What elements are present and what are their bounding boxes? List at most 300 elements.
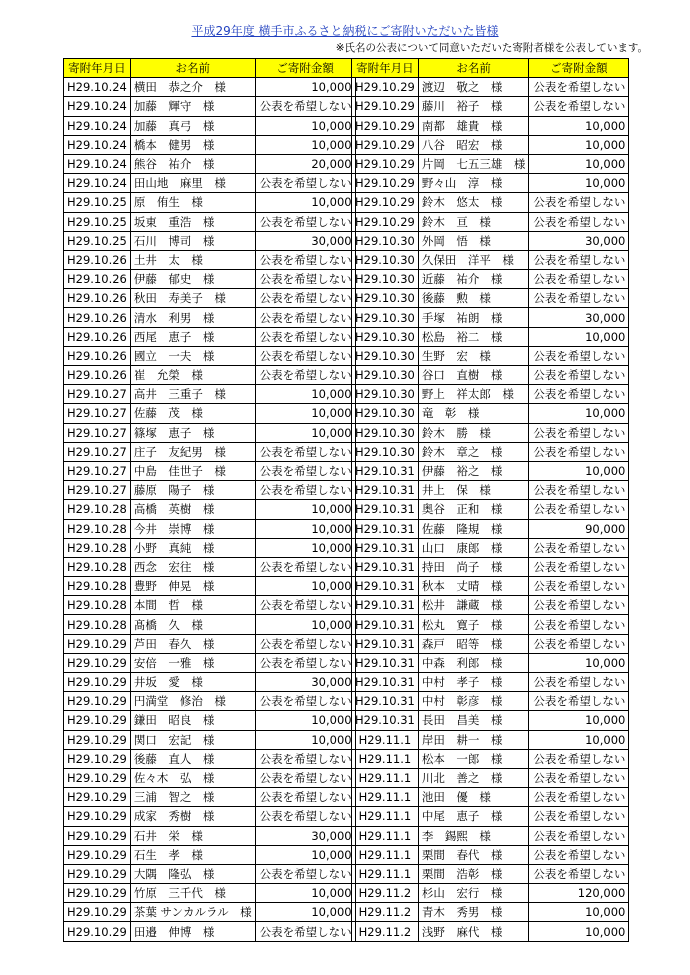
donation-amount-cell: 公表を希望しない xyxy=(255,653,355,672)
table-row xyxy=(352,788,629,807)
table-row xyxy=(64,193,356,212)
donor-name-cell: 松島 裕二 様 xyxy=(418,327,529,346)
donation-date-cell: H29.11.1 xyxy=(352,788,419,807)
table-row xyxy=(352,270,629,289)
table-row xyxy=(64,366,356,385)
donation-amount-cell: 30,000 xyxy=(529,231,629,250)
donation-amount-cell: 公表を希望しない xyxy=(529,366,629,385)
donation-date-cell: H29.10.24 xyxy=(64,97,131,116)
table-row xyxy=(352,711,629,730)
donation-amount-cell: 公表を希望しない xyxy=(255,461,355,480)
donor-name-cell: 松井 謙蔵 様 xyxy=(418,596,529,615)
table-row xyxy=(64,385,356,404)
table-row xyxy=(352,154,629,173)
donation-amount-cell: 10,000 xyxy=(529,327,629,346)
donation-amount-cell: 公表を希望しない xyxy=(529,557,629,576)
donation-date-cell: H29.10.31 xyxy=(352,711,419,730)
header-date: 寄附年月日 xyxy=(64,59,131,78)
table-row xyxy=(64,653,356,672)
donation-date-cell: H29.11.2 xyxy=(352,903,419,922)
donation-amount-cell: 公表を希望しない xyxy=(529,270,629,289)
donor-name-cell: 田山地 麻里 様 xyxy=(130,174,255,193)
table-row xyxy=(64,308,356,327)
donation-date-cell: H29.10.30 xyxy=(352,308,419,327)
donor-name-cell: 西念 宏往 様 xyxy=(130,557,255,576)
table-row xyxy=(64,116,356,135)
donor-name-cell: 石生 孝 様 xyxy=(130,845,255,864)
table-row xyxy=(352,135,629,154)
donation-date-cell: H29.10.31 xyxy=(352,615,419,634)
donation-amount-cell: 公表を希望しない xyxy=(255,97,355,116)
donation-amount-cell: 30,000 xyxy=(255,231,355,250)
donation-amount-cell: 公表を希望しない xyxy=(529,385,629,404)
donation-date-cell: H29.10.29 xyxy=(352,174,419,193)
table-row xyxy=(64,500,356,519)
donation-date-cell: H29.10.31 xyxy=(352,653,419,672)
donation-amount-cell: 公表を希望しない xyxy=(255,692,355,711)
table-row xyxy=(64,270,356,289)
table-row xyxy=(352,577,629,596)
donor-name-cell: 高井 三重子 様 xyxy=(130,385,255,404)
donation-date-cell: H29.10.31 xyxy=(352,634,419,653)
table-row xyxy=(64,442,356,461)
table-row xyxy=(64,730,356,749)
donor-name-cell: 近藤 祐介 様 xyxy=(418,270,529,289)
donation-amount-cell: 公表を希望しない xyxy=(255,308,355,327)
donation-date-cell: H29.10.29 xyxy=(64,922,131,941)
table-row xyxy=(352,366,629,385)
table-row xyxy=(64,538,356,557)
donation-amount-cell: 公表を希望しない xyxy=(529,596,629,615)
donation-date-cell: H29.10.29 xyxy=(64,788,131,807)
donation-amount-cell: 公表を希望しない xyxy=(255,749,355,768)
donor-name-cell: 栗間 浩彰 様 xyxy=(418,864,529,883)
table-row xyxy=(64,864,356,883)
table-row xyxy=(352,116,629,135)
donation-date-cell: H29.10.26 xyxy=(64,346,131,365)
donation-date-cell: H29.11.1 xyxy=(352,730,419,749)
donation-date-cell: H29.10.31 xyxy=(352,577,419,596)
donation-amount-cell: 120,000 xyxy=(529,884,629,903)
table-row xyxy=(352,97,629,116)
donation-date-cell: H29.10.25 xyxy=(64,193,131,212)
donor-name-cell: 高橋 英樹 様 xyxy=(130,500,255,519)
table-row xyxy=(64,404,356,423)
donation-amount-cell: 10,000 xyxy=(255,903,355,922)
donation-amount-cell: 公表を希望しない xyxy=(255,212,355,231)
table-row xyxy=(64,78,356,97)
donation-date-cell: H29.10.29 xyxy=(64,826,131,845)
donation-amount-cell: 公表を希望しない xyxy=(529,845,629,864)
donor-name-cell: 岸田 耕一 様 xyxy=(418,730,529,749)
donor-name-cell: 西尾 恵子 様 xyxy=(130,327,255,346)
donation-amount-cell: 10,000 xyxy=(255,385,355,404)
donation-amount-cell: 公表を希望しない xyxy=(255,366,355,385)
donation-amount-cell: 公表を希望しない xyxy=(529,346,629,365)
donation-date-cell: H29.10.28 xyxy=(64,577,131,596)
donor-name-cell: 持田 尚子 様 xyxy=(418,557,529,576)
donor-name-cell: 坂東 重浩 様 xyxy=(130,212,255,231)
donation-date-cell: H29.10.29 xyxy=(64,884,131,903)
donation-date-cell: H29.10.29 xyxy=(64,730,131,749)
table-row xyxy=(352,327,629,346)
donation-date-cell: H29.10.29 xyxy=(64,845,131,864)
donor-name-cell: 土井 太 様 xyxy=(130,250,255,269)
donation-date-cell: H29.10.29 xyxy=(64,768,131,787)
table-row xyxy=(352,193,629,212)
donation-date-cell: H29.10.28 xyxy=(64,596,131,615)
donation-amount-cell: 公表を希望しない xyxy=(529,826,629,845)
donation-date-cell: H29.10.25 xyxy=(64,231,131,250)
donor-name-cell: 本間 哲 様 xyxy=(130,596,255,615)
donation-date-cell: H29.10.29 xyxy=(64,634,131,653)
donation-amount-cell: 10,000 xyxy=(529,461,629,480)
donation-date-cell: H29.11.1 xyxy=(352,749,419,768)
table-row xyxy=(352,308,629,327)
donation-date-cell: H29.10.27 xyxy=(64,404,131,423)
donor-name-cell: 藤川 裕子 様 xyxy=(418,97,529,116)
donation-date-cell: H29.10.29 xyxy=(352,78,419,97)
table-row xyxy=(64,327,356,346)
donor-name-cell: 伊藤 裕之 様 xyxy=(418,461,529,480)
donation-amount-cell: 10,000 xyxy=(255,730,355,749)
donation-amount-cell: 30,000 xyxy=(255,826,355,845)
donation-date-cell: H29.10.29 xyxy=(64,673,131,692)
donor-name-cell: 李 錫熙 様 xyxy=(418,826,529,845)
donation-date-cell: H29.10.29 xyxy=(64,653,131,672)
disclosure-note: ※氏名の公表について同意いただいた寄附者様を公表しています。 xyxy=(335,42,648,54)
table-row xyxy=(352,481,629,500)
donor-name-cell: 中森 利郎 様 xyxy=(418,653,529,672)
donation-amount-cell: 公表を希望しない xyxy=(529,615,629,634)
table-row xyxy=(352,864,629,883)
donation-amount-cell: 10,000 xyxy=(255,615,355,634)
donation-date-cell: H29.11.1 xyxy=(352,807,419,826)
donation-date-cell: H29.10.26 xyxy=(64,289,131,308)
table-row xyxy=(352,212,629,231)
donation-amount-cell: 公表を希望しない xyxy=(529,193,629,212)
donation-amount-cell: 公表を希望しない xyxy=(529,807,629,826)
table-row xyxy=(64,711,356,730)
donation-date-cell: H29.10.28 xyxy=(64,557,131,576)
donor-name-cell: 藤原 陽子 様 xyxy=(130,481,255,500)
donation-date-cell: H29.10.30 xyxy=(352,270,419,289)
donation-date-cell: H29.10.24 xyxy=(64,174,131,193)
donation-amount-cell: 公表を希望しない xyxy=(255,788,355,807)
donation-date-cell: H29.10.24 xyxy=(64,135,131,154)
donation-date-cell: H29.11.1 xyxy=(352,768,419,787)
donation-date-cell: H29.10.24 xyxy=(64,116,131,135)
donor-name-cell: 南都 雄貴 様 xyxy=(418,116,529,135)
donation-date-cell: H29.10.30 xyxy=(352,366,419,385)
donation-date-cell: H29.10.27 xyxy=(64,481,131,500)
donation-amount-cell: 10,000 xyxy=(255,78,355,97)
donor-name-cell: 秋本 丈晴 様 xyxy=(418,577,529,596)
donation-date-cell: H29.10.27 xyxy=(64,461,131,480)
table-row xyxy=(352,538,629,557)
donation-amount-cell: 公表を希望しない xyxy=(529,864,629,883)
donor-name-cell: 熊谷 祐介 様 xyxy=(130,154,255,173)
donation-amount-cell: 公表を希望しない xyxy=(255,807,355,826)
table-row xyxy=(64,250,356,269)
table-row xyxy=(64,97,356,116)
donation-date-cell: H29.10.30 xyxy=(352,327,419,346)
donor-name-cell: 竜 彰 様 xyxy=(418,404,529,423)
donation-date-cell: H29.10.31 xyxy=(352,481,419,500)
donation-date-cell: H29.10.29 xyxy=(64,749,131,768)
donor-name-cell: 関口 宏記 様 xyxy=(130,730,255,749)
table-row xyxy=(64,615,356,634)
table-row xyxy=(64,673,356,692)
header-name: お名前 xyxy=(418,59,529,78)
donation-date-cell: H29.10.29 xyxy=(352,116,419,135)
donation-amount-cell: 公表を希望しない xyxy=(255,922,355,941)
table-row xyxy=(352,461,629,480)
donation-date-cell: H29.10.24 xyxy=(64,78,131,97)
donation-date-cell: H29.10.31 xyxy=(352,461,419,480)
donor-name-cell: 中島 佳世子 様 xyxy=(130,461,255,480)
donor-name-cell: 竹原 三千代 様 xyxy=(130,884,255,903)
donation-amount-cell: 30,000 xyxy=(255,673,355,692)
donation-amount-cell: 公表を希望しない xyxy=(255,250,355,269)
donation-amount-cell: 10,000 xyxy=(529,116,629,135)
donation-date-cell: H29.10.31 xyxy=(352,557,419,576)
donation-date-cell: H29.10.26 xyxy=(64,327,131,346)
donor-name-cell: 加藤 真弓 様 xyxy=(130,116,255,135)
donor-name-cell: 小野 真純 様 xyxy=(130,538,255,557)
donor-name-cell: 森戸 昭等 様 xyxy=(418,634,529,653)
donor-name-cell: 茶葉 サンカルラル 様 xyxy=(130,903,255,922)
table-row xyxy=(64,154,356,173)
table-row xyxy=(352,884,629,903)
donation-date-cell: H29.10.30 xyxy=(352,231,419,250)
donation-amount-cell: 公表を希望しない xyxy=(255,346,355,365)
page-title: 平成29年度 横手市ふるさと納税にご寄附いただいた皆様 xyxy=(191,24,499,38)
donation-amount-cell: 10,000 xyxy=(255,538,355,557)
donor-name-cell: 芦田 春久 様 xyxy=(130,634,255,653)
donation-date-cell: H29.10.28 xyxy=(64,615,131,634)
donor-name-cell: 中村 孝子 様 xyxy=(418,673,529,692)
donation-amount-cell: 公表を希望しない xyxy=(529,749,629,768)
donation-amount-cell: 10,000 xyxy=(529,922,629,941)
donation-amount-cell: 公表を希望しない xyxy=(529,289,629,308)
table-row xyxy=(352,346,629,365)
donation-amount-cell: 10,000 xyxy=(255,116,355,135)
donor-name-cell: 奥谷 正和 様 xyxy=(418,500,529,519)
table-row xyxy=(352,768,629,787)
donor-name-cell: 野上 祥太郎 様 xyxy=(418,385,529,404)
donor-name-cell: 佐藤 隆規 様 xyxy=(418,519,529,538)
donation-date-cell: H29.10.29 xyxy=(64,807,131,826)
table-row xyxy=(352,423,629,442)
donation-date-cell: H29.10.30 xyxy=(352,404,419,423)
donation-amount-cell: 公表を希望しない xyxy=(529,673,629,692)
donor-name-cell: 栗間 春代 様 xyxy=(418,845,529,864)
donation-date-cell: H29.10.30 xyxy=(352,442,419,461)
donation-date-cell: H29.10.30 xyxy=(352,346,419,365)
table-row xyxy=(64,634,356,653)
donor-name-cell: 田邉 伸博 様 xyxy=(130,922,255,941)
table-header-row xyxy=(352,59,629,78)
table-header-row xyxy=(64,59,356,78)
donor-name-cell: 久保田 洋平 様 xyxy=(418,250,529,269)
donation-date-cell: H29.10.27 xyxy=(64,423,131,442)
donor-name-cell: 石井 栄 様 xyxy=(130,826,255,845)
donor-name-cell: 鎌田 昭良 様 xyxy=(130,711,255,730)
donor-name-cell: 三浦 智之 様 xyxy=(130,788,255,807)
donation-date-cell: H29.10.26 xyxy=(64,366,131,385)
donation-date-cell: H29.10.31 xyxy=(352,500,419,519)
table-row xyxy=(64,922,356,941)
donor-name-cell: 後藤 勲 様 xyxy=(418,289,529,308)
donation-amount-cell: 90,000 xyxy=(529,519,629,538)
donor-name-cell: 生野 宏 様 xyxy=(418,346,529,365)
table-row xyxy=(352,673,629,692)
donor-name-cell: 松本 一郎 様 xyxy=(418,749,529,768)
table-row xyxy=(352,615,629,634)
donation-amount-cell: 公表を希望しない xyxy=(529,634,629,653)
donation-date-cell: H29.10.29 xyxy=(352,135,419,154)
donor-name-cell: 円満堂 修治 様 xyxy=(130,692,255,711)
table-row xyxy=(352,442,629,461)
donation-amount-cell: 10,000 xyxy=(255,519,355,538)
donation-amount-cell: 公表を希望しない xyxy=(529,481,629,500)
donation-date-cell: H29.10.31 xyxy=(352,596,419,615)
donor-name-cell: 杉山 宏行 様 xyxy=(418,884,529,903)
table-row xyxy=(64,461,356,480)
table-row xyxy=(352,845,629,864)
donor-name-cell: 石川 博司 様 xyxy=(130,231,255,250)
donation-amount-cell: 公表を希望しない xyxy=(529,788,629,807)
table-row xyxy=(352,807,629,826)
donor-name-cell: 横田 恭之介 様 xyxy=(130,78,255,97)
donor-name-cell: 豊野 伸晃 様 xyxy=(130,577,255,596)
header-amount: ご寄附金額 xyxy=(255,59,355,78)
header-name: お名前 xyxy=(130,59,255,78)
donor-name-cell: 清水 利男 様 xyxy=(130,308,255,327)
donor-name-cell: 川北 善之 様 xyxy=(418,768,529,787)
table-row xyxy=(64,212,356,231)
donation-amount-cell: 公表を希望しない xyxy=(529,97,629,116)
table-row xyxy=(64,135,356,154)
donation-amount-cell: 20,000 xyxy=(255,154,355,173)
table-row xyxy=(64,481,356,500)
donation-date-cell: H29.10.31 xyxy=(352,538,419,557)
table-row xyxy=(64,826,356,845)
donation-date-cell: H29.11.1 xyxy=(352,864,419,883)
donor-name-cell: 佐々木 弘 様 xyxy=(130,768,255,787)
donation-amount-cell: 10,000 xyxy=(529,730,629,749)
donor-name-cell: 鈴木 亘 様 xyxy=(418,212,529,231)
donor-name-cell: 八谷 昭宏 様 xyxy=(418,135,529,154)
donation-amount-cell: 10,000 xyxy=(529,711,629,730)
donor-name-cell: 井上 保 様 xyxy=(418,481,529,500)
table-row xyxy=(64,768,356,787)
donor-name-cell: 中村 彰彦 様 xyxy=(418,692,529,711)
donation-amount-cell: 10,000 xyxy=(529,653,629,672)
donation-date-cell: H29.10.26 xyxy=(64,270,131,289)
donation-date-cell: H29.10.27 xyxy=(64,385,131,404)
table-row xyxy=(352,692,629,711)
donor-name-cell: 篠塚 恵子 様 xyxy=(130,423,255,442)
table-row xyxy=(352,634,629,653)
table-row xyxy=(352,289,629,308)
donation-date-cell: H29.10.28 xyxy=(64,538,131,557)
donation-amount-cell: 公表を希望しない xyxy=(255,327,355,346)
donation-date-cell: H29.10.29 xyxy=(352,154,419,173)
table-row xyxy=(64,749,356,768)
donation-date-cell: H29.10.29 xyxy=(352,97,419,116)
donor-name-cell: 大隅 隆弘 様 xyxy=(130,864,255,883)
donation-amount-cell: 10,000 xyxy=(529,154,629,173)
donation-date-cell: H29.10.30 xyxy=(352,289,419,308)
donor-name-cell: 崔 允榮 様 xyxy=(130,366,255,385)
donation-amount-cell: 公表を希望しない xyxy=(255,634,355,653)
table-row xyxy=(64,807,356,826)
donation-amount-cell: 公表を希望しない xyxy=(255,481,355,500)
donation-amount-cell: 公表を希望しない xyxy=(529,442,629,461)
donor-name-cell: 中尾 恵子 様 xyxy=(418,807,529,826)
donation-amount-cell: 10,000 xyxy=(255,884,355,903)
donation-amount-cell: 10,000 xyxy=(529,135,629,154)
donation-amount-cell: 公表を希望しない xyxy=(529,250,629,269)
table-row xyxy=(64,884,356,903)
donor-name-cell: 池田 優 様 xyxy=(418,788,529,807)
donor-name-cell: 松丸 寛子 様 xyxy=(418,615,529,634)
donation-amount-cell: 10,000 xyxy=(255,577,355,596)
table-row xyxy=(64,346,356,365)
donation-date-cell: H29.10.30 xyxy=(352,423,419,442)
donation-amount-cell: 10,000 xyxy=(529,174,629,193)
donation-date-cell: H29.10.29 xyxy=(64,692,131,711)
donor-name-cell: 長田 昌美 様 xyxy=(418,711,529,730)
table-row xyxy=(352,730,629,749)
table-row xyxy=(64,519,356,538)
donor-name-cell: 伊藤 郁史 様 xyxy=(130,270,255,289)
table-row xyxy=(352,519,629,538)
donation-amount-cell: 10,000 xyxy=(529,903,629,922)
donation-date-cell: H29.11.1 xyxy=(352,826,419,845)
donor-name-cell: 秋田 寿美子 様 xyxy=(130,289,255,308)
donation-date-cell: H29.10.25 xyxy=(64,212,131,231)
donation-amount-cell: 公表を希望しない xyxy=(529,538,629,557)
donation-amount-cell: 10,000 xyxy=(255,193,355,212)
donation-amount-cell: 公表を希望しない xyxy=(529,500,629,519)
donor-name-cell: 庄子 友紀男 様 xyxy=(130,442,255,461)
header-amount: ご寄附金額 xyxy=(529,59,629,78)
donation-date-cell: H29.10.29 xyxy=(64,711,131,730)
donation-date-cell: H29.10.29 xyxy=(64,864,131,883)
donor-name-cell: 谷口 直樹 様 xyxy=(418,366,529,385)
table-row xyxy=(64,596,356,615)
table-row xyxy=(352,500,629,519)
donor-name-cell: 佐藤 茂 様 xyxy=(130,404,255,423)
donation-date-cell: H29.10.31 xyxy=(352,673,419,692)
donor-name-cell: 山口 康郎 様 xyxy=(418,538,529,557)
donor-name-cell: 鈴木 悠太 様 xyxy=(418,193,529,212)
table-row xyxy=(352,653,629,672)
donation-amount-cell: 公表を希望しない xyxy=(255,289,355,308)
donor-name-cell: 浅野 麻代 様 xyxy=(418,922,529,941)
donation-amount-cell: 10,000 xyxy=(255,423,355,442)
donor-name-cell: 加藤 輝守 様 xyxy=(130,97,255,116)
donation-amount-cell: 10,000 xyxy=(255,404,355,423)
table-row xyxy=(64,174,356,193)
donor-name-cell: 鈴木 勝 様 xyxy=(418,423,529,442)
table-row xyxy=(352,557,629,576)
table-row xyxy=(352,78,629,97)
donation-amount-cell: 公表を希望しない xyxy=(255,596,355,615)
